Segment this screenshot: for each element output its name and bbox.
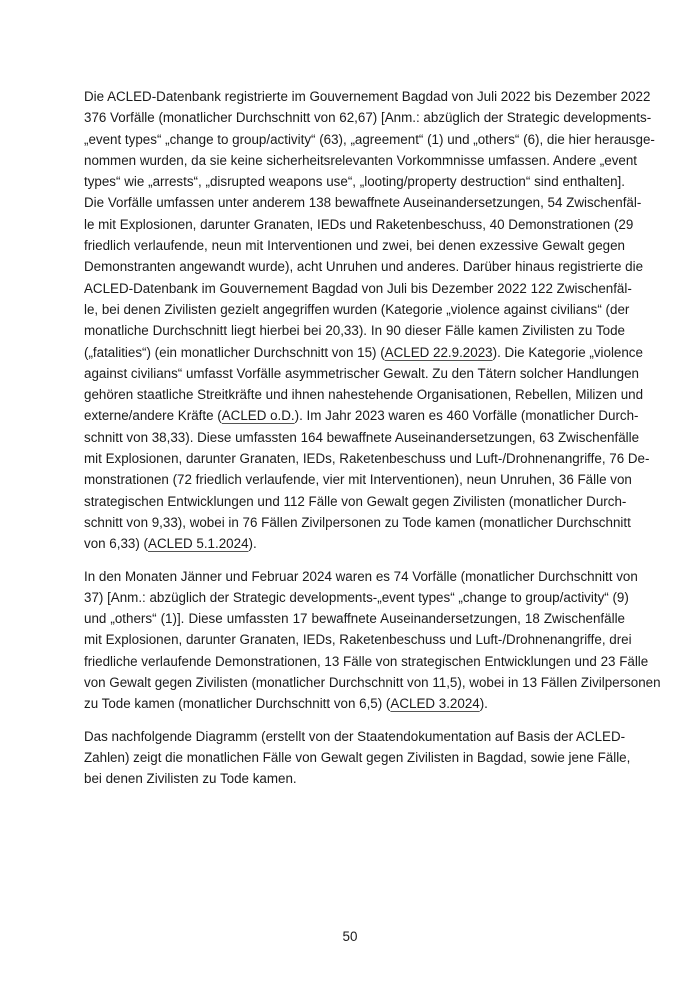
source-link[interactable]: ACLED 3.2024 <box>390 696 480 712</box>
text-line <box>84 320 625 341</box>
text-line <box>84 342 643 363</box>
text-segment: le, bei denen Zivilisten gezielt angegriffen wurden (Kategorie „violence against civilians“ (der <box>84 301 630 317</box>
text-line <box>84 427 640 448</box>
text-line <box>84 129 655 150</box>
paragraph <box>84 86 655 555</box>
text-line <box>84 693 625 714</box>
text-line <box>84 384 644 405</box>
text-segment: types“ wie „arrests“, „disrupted weapons use“, „looting/property destruction“ sind enthalten]. <box>84 174 625 190</box>
text-line <box>84 672 661 693</box>
text-segment: monstrationen (72 friedlich verlaufende, vier mit Interventionen), neun Unruhen, 36 Fälle von <box>84 472 632 488</box>
text-segment: gehören staatliche Streitkräfte und ihnen nahestehende Organisationen, Rebellen, Milizen und <box>84 387 644 403</box>
text-segment: Das nachfolgende Diagramm (erstellt von der Staatendokumentation auf Basis der ACLED- <box>84 728 626 744</box>
text-segment: friedlich verlaufende, neun mit Interventionen und zwei, bei denen exzessive Gewalt gegen <box>84 238 625 254</box>
text-line <box>84 235 625 256</box>
text-segment: nommen wurden, da sie keine sicherheitsrelevanten Vorkommnisse umfassen. Andere „event <box>84 152 638 168</box>
text-segment: schnitt von 9,33), wobei in 76 Fällen Zivilpersonen zu Tode kamen (monatlicher Durchschnitt <box>84 514 631 530</box>
text-line <box>84 512 631 533</box>
text-segment: friedliche verlaufende Demonstrationen, 13 Fälle von strategischen Entwicklungen und 23 Fälle <box>84 653 649 669</box>
text-segment: ). Die Kategorie „violence <box>492 344 643 360</box>
page-number: 50 <box>342 929 358 944</box>
text-segment: 376 Vorfälle (monatlicher Durchschnitt von 62,67) [Anm.: abzüglich der Strategic developments- <box>84 110 652 126</box>
source-link[interactable]: ACLED 22.9.2023 <box>384 344 493 360</box>
paragraph <box>84 726 631 790</box>
source-link[interactable]: ACLED 5.1.2024 <box>148 536 249 552</box>
text-segment: Zahlen) zeigt die monatlichen Fälle von Gewalt gegen Zivilisten in Bagdad, sowie jene Fälle, <box>84 749 631 765</box>
text-line <box>84 278 632 299</box>
text-line <box>84 448 650 469</box>
text-line <box>84 363 639 384</box>
text-segment: ). <box>248 536 257 552</box>
text-segment: und „others“ (1)]. Diese umfassten 17 bewaffnete Auseinandersetzungen, 18 Zwischenfälle <box>84 611 625 627</box>
text-line <box>84 192 642 213</box>
document-body <box>84 86 661 801</box>
text-line <box>84 768 625 789</box>
text-segment: zu Tode kamen (monatlicher Durchschnitt von 6,5) ( <box>84 696 391 712</box>
text-line <box>84 214 634 235</box>
text-line <box>84 533 625 554</box>
text-segment: mit Explosionen, darunter Granaten, IEDs, Raketenbeschuss und Luft-/Drohnenangriffe, drei <box>84 632 632 648</box>
text-segment: „event types“ „change to group/activity“ (63), „agreement“ (1) und „others“ (6), die hier herausge- <box>84 131 655 147</box>
text-line <box>84 726 625 747</box>
text-segment: Demonstranten angewandt wurde), acht Unruhen und anderes. Darüber hinaus registrierte die <box>84 259 644 275</box>
text-line <box>84 171 625 192</box>
text-segment: von Gewalt gegen Zivilisten (monatlicher Durchschnitt von 11,5), wobei in 13 Fällen Zivilpersonen <box>84 675 661 691</box>
text-segment: le mit Explosionen, darunter Granaten, IEDs und Raketenbeschuss, 40 Demonstrationen (29 <box>84 216 634 232</box>
text-segment: bei denen Zivilisten zu Tode kamen. <box>84 771 297 787</box>
text-segment: externe/andere Kräfte ( <box>84 408 222 424</box>
text-line <box>84 629 632 650</box>
text-segment: („fatalities“) (ein monatlicher Durchschnitt von 15) ( <box>84 344 385 360</box>
text-line <box>84 107 652 128</box>
text-segment: von 6,33) ( <box>84 536 149 552</box>
text-segment: ACLED-Datenbank im Gouvernement Bagdad von Juli bis Dezember 2022 122 Zwischenfäl- <box>84 280 632 296</box>
text-segment: against civilians“ umfasst Vorfälle asymmetrischer Gewalt. Zu den Tätern solcher Handlungen <box>84 365 639 381</box>
text-line <box>84 491 625 512</box>
text-line <box>84 299 630 320</box>
source-link[interactable]: ACLED o.D. <box>221 408 295 424</box>
text-segment: mit Explosionen, darunter Granaten, IEDs, Raketenbeschuss und Luft-/Drohnenangriffe, 76 De- <box>84 451 650 467</box>
text-segment: Die Vorfälle umfassen unter anderem 138 bewaffnete Auseinandersetzungen, 54 Zwischenfäl- <box>84 195 642 211</box>
text-line <box>84 150 638 171</box>
text-segment: ). Im Jahr 2023 waren es 460 Vorfälle (monatlicher Durch- <box>294 408 639 424</box>
text-segment: 37) [Anm.: abzüglich der Strategic developments-„event types“ „change to group/activity“ (9) <box>84 589 629 605</box>
text-segment: strategischen Entwicklungen und 112 Fälle von Gewalt gegen Zivilisten (monatlicher Durch- <box>84 493 627 509</box>
text-line <box>84 469 632 490</box>
text-line <box>84 256 644 277</box>
text-segment: ). <box>479 696 488 712</box>
text-line <box>84 405 639 426</box>
text-line <box>84 608 625 629</box>
text-line <box>84 566 638 587</box>
text-segment: In den Monaten Jänner und Februar 2024 waren es 74 Vorfälle (monatlicher Durchschnitt von <box>84 568 638 584</box>
paragraph <box>84 566 661 715</box>
text-line <box>84 651 649 672</box>
text-segment: monatliche Durchschnitt liegt hierbei bei 20,33). In 90 dieser Fälle kamen Zivilisten zu Tode <box>84 323 625 339</box>
text-segment: schnitt von 38,33). Diese umfassten 164 bewaffnete Auseinandersetzungen, 63 Zwischenfälle <box>84 429 640 445</box>
text-line <box>84 747 631 768</box>
text-segment: Die ACLED-Datenbank registrierte im Gouvernement Bagdad von Juli 2022 bis Dezember 2022 <box>84 89 651 104</box>
text-line <box>84 86 651 107</box>
text-line <box>84 587 629 608</box>
